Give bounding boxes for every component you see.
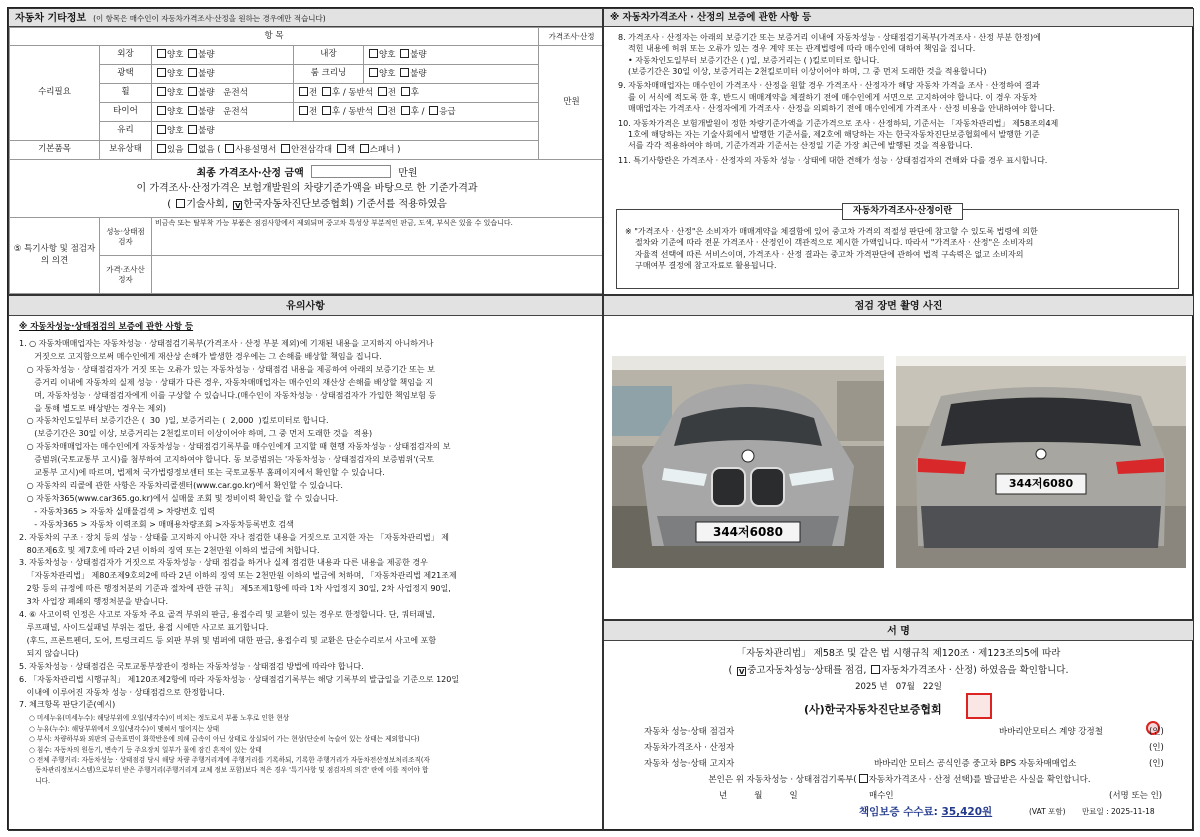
option-label: 잭 xyxy=(346,144,356,155)
option-label: 후 xyxy=(410,106,419,117)
checkbox[interactable] xyxy=(322,106,331,115)
checkbox[interactable] xyxy=(225,144,234,153)
section-title: 자동차 기타정보 xyxy=(15,13,87,24)
receipt-confirm-text: 본인은 위 자동차성능 · 상태점검기록부( xyxy=(708,775,857,785)
notes-subtitle: ※ 자동차성능·상태점검의 보증에 관한 사항 등 xyxy=(19,322,194,332)
option-label: 양호 xyxy=(167,49,184,60)
row-label-tire: 타이어 xyxy=(100,103,152,122)
checkbox[interactable] xyxy=(429,106,438,115)
note-line: ○ 누유(누수): 해당부위에서 오일(냉각수)이 맺혀서 떨어지는 상태 xyxy=(29,724,220,733)
checkbox[interactable] xyxy=(157,144,166,153)
guarantee-item-8: 8. 가격조사 · 산정자는 아래의 보증기간 또는 보증거리 이내에 자동차성능 · 상태점검기록부(가격조사 · 산정 부분 한정)에 xyxy=(618,33,1041,42)
row-label-possession: 보유상태 xyxy=(100,141,152,160)
note-line: ○ 미세누유(미세누수): 해당부위에 오일(냉각수)이 비치는 정도로서 부품 노후로 인한 현상 xyxy=(29,714,290,723)
note-line: 1. ○ 자동차매매업자는 자동차성능 · 상태점검기록부(가격조사 · 산정 부분 제외)에 기재된 내용을 고지하지 아니하거나 xyxy=(19,339,434,349)
checkbox[interactable] xyxy=(188,68,197,77)
note-line: 2항 등의 규정에 따른 행정처분의 기준과 절차에 관한 규칙」 제5조제1항에 따라 1차 사업정지 30일, 2차 사업정지 90일, xyxy=(19,584,451,594)
checkbox[interactable] xyxy=(859,774,868,783)
notifier-label: 자동차 성능·상태 고지자 xyxy=(644,759,735,769)
option-label: 기술사회, xyxy=(186,198,229,210)
row-label-wheel: 휠 xyxy=(100,84,152,103)
receipt-confirm-text: 자동차가격조사 · 산정 선택)를 발급받은 사실을 확인합니다. xyxy=(868,775,1091,785)
option-label: 후 xyxy=(410,87,419,98)
note-line: ○ 자동차인도일부터 보증기간은 ( 30 )일, 보증거리는 ( 2,000 )킬로미터로 합니다. xyxy=(19,416,329,426)
note-line: 며, 자동차성능 · 상태점검자에게 이를 구상할 수 있습니다.(매수인이 자동차성능 · 상태점검자가 가입한 책임보험 등 xyxy=(19,390,437,400)
notifier-name: 바바리안 모터스 공식인증 중고차 BPS 자동차매매업소 xyxy=(874,759,1077,769)
checkbox-checked[interactable]: V xyxy=(235,201,241,210)
checkbox[interactable] xyxy=(157,106,166,115)
option-label: 양호 xyxy=(167,106,184,117)
sign-year: 2025 xyxy=(855,682,877,692)
license-plate: 344저6080 xyxy=(712,525,784,539)
checkbox[interactable] xyxy=(400,68,409,77)
section-note: (이 항목은 매수인이 자동차가격조사·산정을 원하는 경우에만 적습니다) xyxy=(93,14,326,23)
expiry-date: 만료일 : 2025-11-18 xyxy=(1082,807,1155,816)
row-label-interior: 내장 xyxy=(294,46,364,65)
checkbox[interactable] xyxy=(400,49,409,58)
option-label: 불량 xyxy=(198,87,215,98)
option-label: 후 xyxy=(331,87,341,98)
rear-car-illustration xyxy=(896,356,1186,568)
option-label: 있음 xyxy=(167,144,184,155)
checkbox[interactable] xyxy=(188,106,197,115)
guarantee-item-10: 10. 자동차가격은 보험개발원이 정한 차량기준가액을 기준가격으로 조사 · 산정하되, 기준서는 「자동차관리법」 제58조의4제 xyxy=(618,118,1059,128)
option-label: 안전삼각대 xyxy=(291,144,333,155)
notes-list xyxy=(19,338,594,712)
price-inspector-text xyxy=(152,256,604,294)
guarantee-item-9-c: 매매업자는 가격조사 · 산정자에게 가격조사 · 산정을 의뢰하기 전에 매수인에게 가격조사 · 산정 비용을 안내하여야 합니다. xyxy=(628,104,1055,114)
section-title: 점검 장면 촬영 사진 xyxy=(604,296,1193,316)
checkbox[interactable] xyxy=(281,144,290,153)
final-price-input[interactable] xyxy=(311,165,391,178)
basic-items-label: 기본품목 xyxy=(10,141,100,160)
option-label: 사용설명서 xyxy=(235,144,277,155)
checkbox[interactable] xyxy=(188,87,197,96)
final-price-unit: 만원 xyxy=(398,167,418,179)
signature-section: 서 명 「자동차관리법」 제58조 및 같은 법 시행규칙 제120조 · 제123조의5에 따라 ( V 중고자동차성능·상태를 점검, 자동차가격조사 · 산정) 하였음을 확인합니다. 2025 년 07월 22일 (사)한국자동차진단보증협회 자동차 성능·상태 점검자 바바리안모터스 계양 강정철 (인) 자동차가격조사 · 산정자 (인) 자동차 성능·상태 고지자 바바리안 모터스 공식인증 중고차 BPS 자동차매매업소 (인) 본인은 위 자동차성능 · 상태점검기록부( 자동차가격조사 · 산정 선택)를 발급받은 사실을 확인합니다. 년 월 일 매수인 (서명 또는 인) 책임보증 수수료: 35,420원 (VAT 포함) 만료일 : 2025-11-18 xyxy=(603,620,1194,831)
date-unit: 월 xyxy=(906,682,915,692)
checkbox[interactable] xyxy=(176,199,185,208)
inspection-photos-section xyxy=(603,295,1194,620)
option-label: 동반석 xyxy=(348,106,374,117)
note-line: ○ 부식: 차량하부와 외판의 금속표면이 화학반응에 의해 금속이 아닌 상태로 상실되어 가는 현상(단순히 녹슬어 있는 상태는 제외합니다) xyxy=(29,735,420,744)
association-seal xyxy=(966,693,992,719)
option-label: 중고자동차성능·상태를 점검, xyxy=(747,665,867,676)
note-line: 3차 사업장 폐쇄의 행정처분을 받습니다. xyxy=(19,597,169,607)
option-label: 불량 xyxy=(410,49,427,60)
option-label: 운전석 xyxy=(223,87,248,98)
definition-line: 구매여부 결정에 참고자료로 활용됩니다. xyxy=(635,261,777,271)
receipt-date: 년 월 일 xyxy=(719,791,798,801)
seal-mark: (인) xyxy=(1149,727,1164,737)
option-label: 양호 xyxy=(167,68,184,79)
option-label: 전 xyxy=(387,87,396,98)
price-definition-title: 자동차가격조사·산정이란 xyxy=(842,203,963,220)
price-definition-box xyxy=(616,206,1179,289)
checkbox[interactable] xyxy=(299,106,308,115)
note-line: 거짓으로 고지함으로써 매수인에게 재산상 손해가 발생한 경우에는 그 손해를 배상할 책임을 집니다. xyxy=(19,351,382,361)
guarantee-item-10-c: 서를 각각 적용하여야 하며, 기준가격과 기준서는 산정일 기준 가장 최근에 발행된 것을 적용합니다. xyxy=(628,141,973,151)
rear-car-photo xyxy=(896,356,1186,568)
guarantee-item-8-b: 적힌 내용에 허위 또는 오류가 있는 경우 계약 또는 관계법령에 따라 매수인에 대하여 책임을 집니다. xyxy=(628,44,976,54)
notes-section xyxy=(8,295,603,831)
price-assessor-label: 자동차가격조사 · 산정자 xyxy=(644,743,735,753)
guarantee-item-9-b: 를 이 서식에 적도록 한 후, 반드시 매매계약을 체결하기 전에 매수인에게 서면으로 고지하여야 합니다. 이 경우 자동차 xyxy=(628,92,1037,102)
note-line: 「자동차관리법」 제80조제9호의2에 따라 2년 이하의 징역 또는 2천만원 이하의 벌금에 처하며, 「자동차관리법 제21조제 xyxy=(19,571,457,581)
note-line: 증거리 이내에 자동차의 실제 성능 · 상태가 다른 경우, 자동차매매업자는 매수인의 재산상 손해를 배상할 책임을 지 xyxy=(19,377,433,387)
definition-line: 자율적 선택에 따른 서비스이며, 가격조사 · 산정 결과는 중고차 가격판단에 관하여 법적 구속력은 없고 소비자의 xyxy=(635,249,1024,259)
note-line: (후드, 프론트펜더, 도어, 트렁크리드 등 외판 부위 및 범퍼에 대한 판금, 용접수리 및 교환은 단순수리로서 사고에 포함 xyxy=(19,635,437,645)
definition-line: 절차와 기준에 따라 전문 가격조사 · 산정인이 객관적으로 제시한 가액입니다. 따라서 "가격조사 · 산정"은 소비자의 xyxy=(635,238,1034,248)
checkbox[interactable] xyxy=(157,49,166,58)
checkbox[interactable] xyxy=(337,144,346,153)
note-line: 6. 「자동차관리법 시행규칙」 제120조제2항에 따라 자동차성능 · 상태점검기록부는 해당 기록부의 발급일을 기준으로 120일 xyxy=(19,674,460,684)
section-title: ※ 자동차가격조사 · 산정의 보증에 관한 사항 등 xyxy=(604,9,1193,27)
option-label: 불량 xyxy=(198,106,215,117)
note-line: 이내에 이루어진 자동차 성능 · 상태점검으로 한정합니다. xyxy=(19,687,225,697)
option-label: 동반석 xyxy=(348,87,374,98)
row-label-gloss: 광택 xyxy=(100,65,152,84)
price-guarantee-section xyxy=(603,8,1194,295)
checkbox[interactable] xyxy=(299,87,308,96)
checkbox[interactable] xyxy=(401,106,410,115)
license-plate: 344저6080 xyxy=(1008,477,1074,490)
checkbox[interactable] xyxy=(369,49,378,58)
checkbox[interactable] xyxy=(401,87,410,96)
guarantee-item-10-b: 1호에 해당하는 자는 기술사회에서 발행한 기준서를, 제2호에 해당하는 자는 한국자동차진단보증협회에서 발행한 기준 xyxy=(628,129,1040,139)
perf-inspector-text: 비금속 또는 탈부착 가능 부품은 점검사항에서 제외되며 중고차 특성상 부분적인 판금, 도색, 부식은 있을 수 있습니다. xyxy=(152,218,604,256)
row-label-room-cleaning: 룸 크리닝 xyxy=(294,65,364,84)
guarantee-item-8-c: • 자동차인도일부터 보증기간은 ( )일, 보증거리는 ( )킬로미터로 합니다. xyxy=(628,55,880,65)
note-line: ○ 자동차성능 · 상태점검자가 거짓 또는 오류가 있는 자동차성능 · 상태점검 내용을 제공하여 아래의 보증기간 또는 보 xyxy=(19,364,435,374)
checkbox[interactable] xyxy=(871,665,880,674)
association-name: (사)한국자동차진단보증협회 xyxy=(804,703,942,716)
note-line: 7. 체크항목 판단기준(예시) xyxy=(19,700,116,710)
date-unit: 일 xyxy=(933,682,942,692)
guarantee-item-11: 11. 특기사항란은 가격조사 · 산정자의 자동차 성능 · 상태에 대한 견해가 성능 · 상태점검자의 견해와 다를 경우 표시합니다. xyxy=(618,155,1048,165)
note-line: ○ 자동차365(www.car365.go.kr)에서 실매물 조회 및 정비이력 확인을 할 수 있습니다. xyxy=(19,493,339,503)
guarantee-item-9: 9. 자동차매매업자는 매수인이 가격조사 · 산정을 원할 경우 가격조사 · 산정자가 해당 자동차 가격을 조사 · 산정하여 결과 xyxy=(618,81,1040,91)
section-title: 유의사항 xyxy=(9,296,602,316)
seal-mark: (인) xyxy=(1149,759,1164,769)
checkbox[interactable] xyxy=(378,106,387,115)
law-reference: 「자동차관리법」 제58조 및 같은 법 시행규칙 제120조 · 제123조의5에 따라 xyxy=(736,648,1061,659)
option-label: 양호 xyxy=(379,68,396,79)
note-line: - 자동차365 > 자동차 실매물검색 > 차량번호 입력 xyxy=(19,506,215,516)
checkbox[interactable] xyxy=(369,68,378,77)
option-label: 양호 xyxy=(379,49,396,60)
fee-amount: 35,420원 xyxy=(941,806,993,818)
note-line: ○ 자동차매매업자는 매수인에게 자동차성능 · 상태점검기록부를 매수인에게 고지할 때 현행 자동차성능 · 상태점검자의 보 xyxy=(19,442,451,452)
option-label: 불량 xyxy=(410,68,427,79)
note-line: (보증기간은 30일 이상, 보증거리는 2천킬로미터 이상이어야 하며, 그 중 먼저 도래한 것을 적용) xyxy=(19,429,373,439)
option-label: 자동차가격조사 · 산정) 하였음을 확인합니다. xyxy=(881,665,1069,676)
row-label-exterior: 외장 xyxy=(100,46,152,65)
option-label: 불량 xyxy=(198,68,215,79)
seal-mark: (인) xyxy=(1149,743,1164,753)
front-car-photo xyxy=(612,356,884,568)
option-label: 한국자동차진단보증협회) 기준서를 적용하였음 xyxy=(243,198,447,210)
checkbox[interactable] xyxy=(188,144,197,153)
sign-day: 22 xyxy=(922,682,934,692)
note-line: 증범위(국토교통부 고시)를 첨부하여 고지하여야 합니다. 동 보증범위는 '자동차성능 · 상태점검자의 보증범위'(국토 xyxy=(19,455,435,465)
checkbox[interactable] xyxy=(188,49,197,58)
note-line: 교통부 고시)에 따르며, 법제처 국가법령정보센터 또는 국토교통부 홈페이지에서 확인할 수 있습니다. xyxy=(19,468,385,478)
note-line: ○ 전체 주행거리: 자동차성능 · 상태점검 당시 해당 차량 주행거리계에 주행거리를 기록하되, 기록한 주행거리가 자동차전산정보처리조직(자 xyxy=(29,755,430,764)
vehicle-other-info-table: 항 목 가격조사·산정 수리필요 외장 양호 불량 내장 양호 불량 만원 광택 양호 불량 룸 크리닝 양호 불량 휠 양호 불량 운전석 전 후 / 동반석 전 후 타이어 양호 불량 운전석 전 후 / 동반석 전 후 / 응급 유리 양호 불량 기본품목 보유상태 있음 없음 ( 사용설명서 안전삼각대 잭 스패너 ) 최종 가격조사·산정 금액 만원 이 가격조사·산정가격은 보험개발원의 차량기준가액을 바탕으로 한 기준가격과 ( 기술사회, V 한국자동차진단보증협회) 기준서를 적용하였음 ⑤ 특기사항 및 점검자의 의견 성능·상태점검자 비금속 또는 탈부착 가능 부품은 점검사항에서 제외되며 중고차 특성상 부분적인 판금, 도색, 부식은 있을 수 있습니다. 가격·조사산정자 xyxy=(9,27,603,294)
checkbox-checked[interactable]: V xyxy=(739,668,745,676)
special-notes-label: ⑤ 특기사항 및 점검자의 의견 xyxy=(10,218,100,294)
checkbox[interactable] xyxy=(157,125,166,134)
option-label: 불량 xyxy=(198,125,215,136)
buyer-signature: (서명 또는 인) xyxy=(1109,791,1163,801)
date-unit: 년 xyxy=(879,682,888,692)
option-label: 양호 xyxy=(167,125,184,136)
checkbox[interactable] xyxy=(378,87,387,96)
fee-label: 책임보증 수수료: xyxy=(859,806,938,818)
option-label: 불량 xyxy=(198,49,215,60)
option-label: 전 xyxy=(309,87,318,98)
note-line: 되지 않습니다) xyxy=(19,648,79,658)
note-line: ○ 침수: 자동차의 원동기, 변속기 등 주요장치 일부가 물에 잠긴 흔적이 있는 상태 xyxy=(29,745,262,754)
option-label: 응급 xyxy=(439,106,456,117)
checkbox[interactable] xyxy=(360,144,369,153)
column-header-price: 가격조사·산정 xyxy=(539,28,603,46)
buyer-label: 매수인 xyxy=(869,791,894,801)
note-line: ○ 자동차의 리콜에 관한 사항은 자동차리콜센터(www.car.go.kr)에서 확인할 수 있습니다. xyxy=(19,481,343,491)
note-line: 5. 자동차성능 · 상태점검은 국토교통부장관이 정하는 자동차성능 · 상태점검 방법에 따라야 합니다. xyxy=(19,661,364,671)
option-label: 없음 xyxy=(198,144,215,155)
sign-month: 07 xyxy=(895,682,907,692)
option-label: 후 xyxy=(331,106,341,117)
vehicle-other-info-section xyxy=(8,8,603,295)
inspector-name: 바바리안모터스 계양 강정철 xyxy=(999,727,1103,737)
perf-inspector-label: 성능·상태점검자 xyxy=(100,218,152,256)
price-inspector-label: 가격·조사산정자 xyxy=(100,256,152,294)
final-price-label: 최종 가격조사·산정 금액 xyxy=(196,167,304,179)
note-line: 3. 자동차성능 · 상태점검자가 거짓으로 자동차성능 · 상태 점검을 하거나 실제 점검한 내용과 다른 내용을 제공한 경우 xyxy=(19,558,428,568)
option-label: 전 xyxy=(387,106,396,117)
criteria-list xyxy=(19,713,594,786)
note-line: 4. ⑥ 사고이력 인정은 사고로 자동차 주요 골격 부위의 판금, 용접수리 및 교환이 있는 경우로 한정합니다. 단, 쿼터패널, xyxy=(19,610,435,620)
checkbox[interactable] xyxy=(157,87,166,96)
note-line: 80조제6호 및 제7호에 따라 2년 이하의 징역 또는 2천만원 이하의 벌금에 처합니다. xyxy=(19,545,320,555)
note-line: - 자동차365 > 자동차 이력조회 > 매매용차량조회 >자동차등록번호 검색 xyxy=(19,519,294,529)
option-label: 운전석 xyxy=(223,106,248,117)
checkbox[interactable] xyxy=(157,68,166,77)
price-unit-cell: 만원 xyxy=(539,46,603,160)
note-line: 루프패널, 사이드실패널 부위는 절단, 용접 시에만 사고로 표기합니다. xyxy=(19,622,269,632)
row-label-glass: 유리 xyxy=(100,122,152,141)
option-label: 전 xyxy=(309,106,318,117)
note-line: 을 통해 별도로 배상받는 경우는 제외) xyxy=(19,403,167,413)
option-label: 양호 xyxy=(167,87,184,98)
checkbox[interactable] xyxy=(188,125,197,134)
inspector-label: 자동차 성능·상태 점검자 xyxy=(644,727,735,737)
column-header-item: 항 목 xyxy=(10,28,539,46)
definition-line: ※ "가격조사 · 산정"은 소비자가 매매계약을 체결함에 있어 중고차 가격의 적절성 판단에 참고할 수 있도록 법령에 의한 xyxy=(625,227,1038,236)
note-line: 동차관리정보시스템)으로부터 받은 주행거리(주행거리계 교체 정보 포함)보다 적은 경우 '특기사항 및 점검자의 의견' 란에 이를 적어야 합 xyxy=(29,766,429,775)
note-line: 니다. xyxy=(29,776,51,785)
note-line: 2. 자동차의 구조 · 장치 등의 성능 · 상태를 고지하지 아니한 자나 점검한 내용을 거짓으로 고지한 자는 「자동차관리법」 제 xyxy=(19,532,449,542)
option-label: 스패너 xyxy=(369,144,395,155)
repair-needed-label: 수리필요 xyxy=(10,46,100,141)
guarantee-item-8-d: (보증기간은 30일 이상, 보증거리는 2천킬로미터 이상이어야 하며, 그 중 먼저 도래한 것을 적용합니다) xyxy=(628,67,987,77)
section-title: 서 명 xyxy=(604,621,1193,641)
inspection-record-page xyxy=(7,7,1193,830)
fee-note: (VAT 포함) xyxy=(1029,807,1066,816)
price-basis-line1: 이 가격조사·산정가격은 보험개발원의 차량기준가액을 바탕으로 한 기준가격과 xyxy=(136,183,478,195)
checkbox[interactable] xyxy=(322,87,331,96)
